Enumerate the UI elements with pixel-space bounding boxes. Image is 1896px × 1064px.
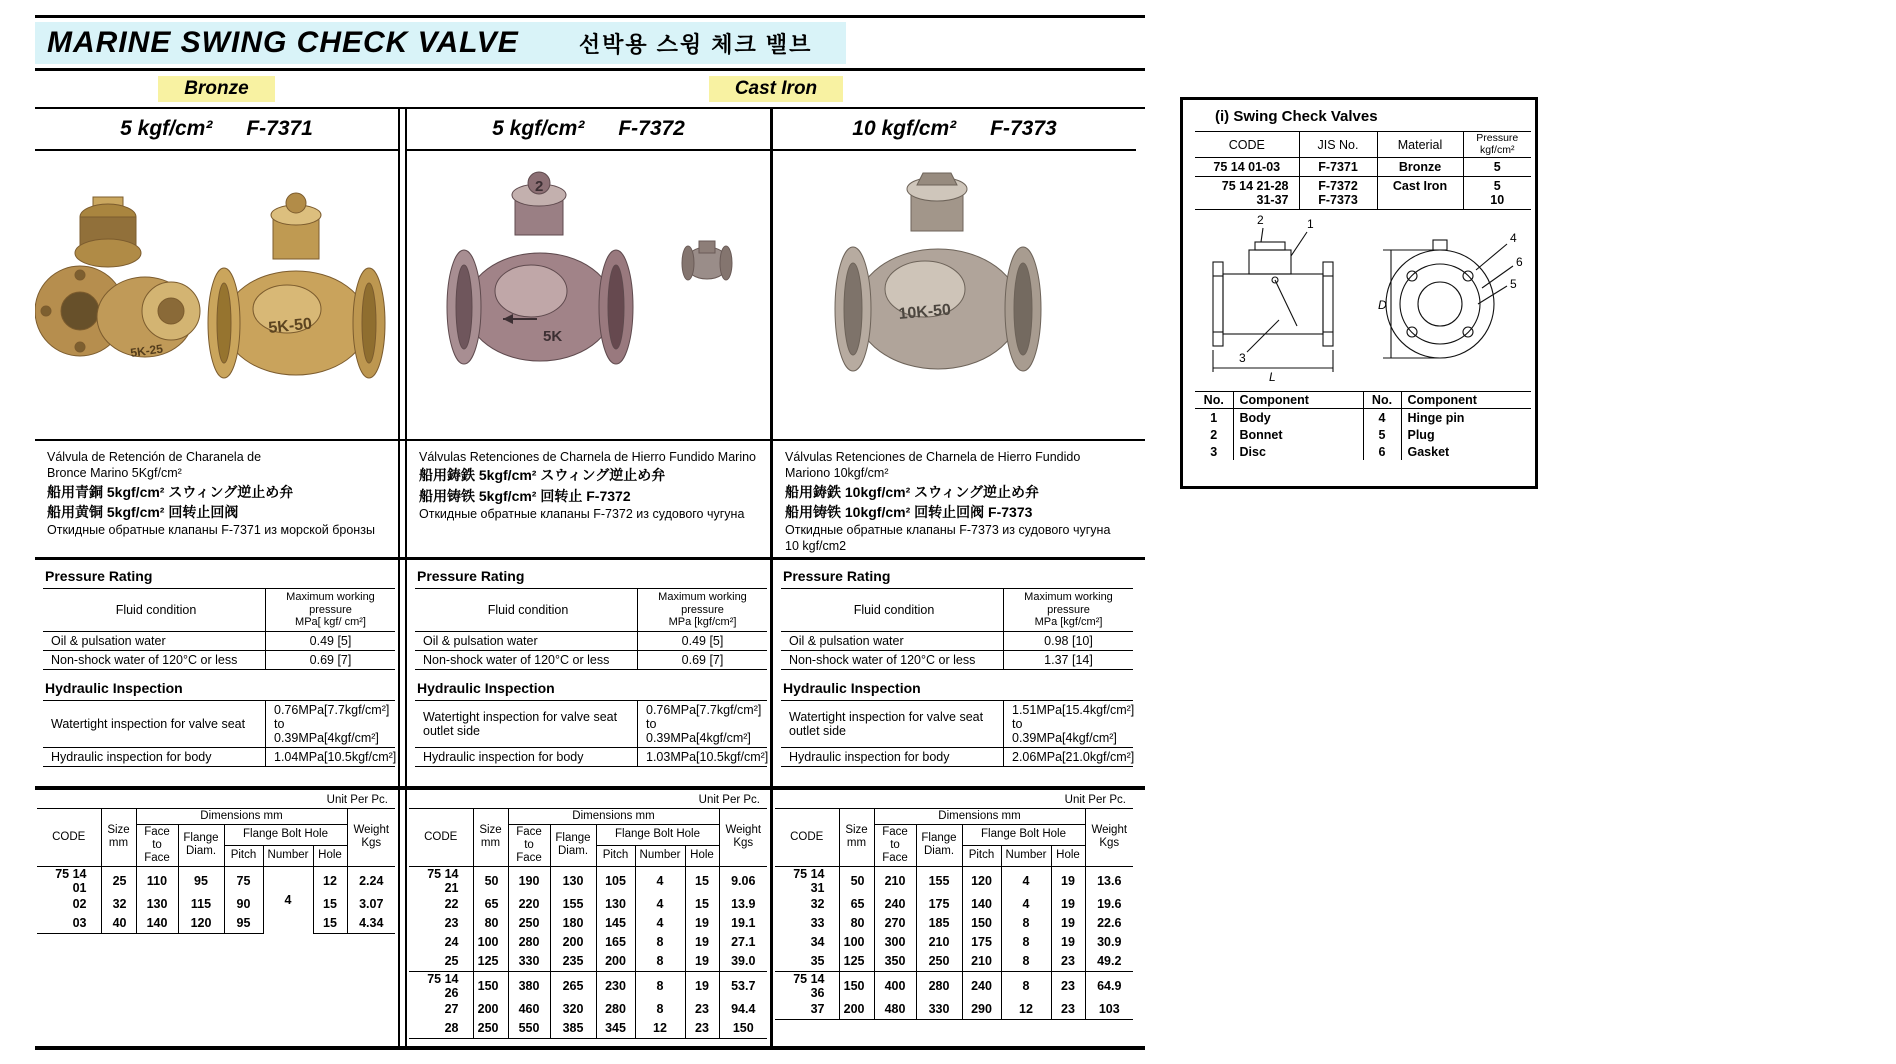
- photo-marking: 5K: [543, 328, 563, 345]
- f7372-rating: 5 kgf/cm²: [492, 117, 585, 140]
- f7373-spec: [773, 560, 1136, 786]
- pressure-rating-table: [415, 588, 767, 670]
- pressure-rating-table: [781, 588, 1133, 670]
- pressure-rating-title: Pressure Rating: [45, 568, 153, 584]
- desc-spanish: Válvula de Retención de Charanela de: [47, 450, 262, 464]
- f7371-rating-cell: [35, 109, 398, 151]
- table-row: 32 65 240 175 140 4 19 19.6: [775, 895, 1133, 914]
- table-row: 2 Bonnet 5 Plug: [1195, 426, 1531, 443]
- page-title-korean: 선박용 스윙 체크 밸브: [578, 31, 813, 57]
- table-row: 25 125 330 235 200 8 19 39.0: [409, 952, 767, 972]
- reference-panel: [1180, 97, 1538, 489]
- table-row: 33 80 270 185 150 8 19 22.6: [775, 914, 1133, 933]
- f7372-rating-cell: [407, 109, 770, 151]
- desc-japanese: 船用青銅 5kgf/cm² スウィング逆止め弁: [47, 483, 294, 500]
- table-row: 35 125 350 250 210 8 23 49.2: [775, 952, 1133, 972]
- desc-japanese: 船用鋳鉄 10kgf/cm² スウィング逆止め弁: [785, 483, 1040, 500]
- table-row: CODE Size mm Dimensions mm Weight Kgs: [775, 809, 1133, 825]
- f7372-description: [407, 441, 770, 557]
- column-separator-double: [398, 441, 407, 557]
- table-row: Watertight inspection for valve seat outlet side 1.51MPa[15.4kgf/cm²] to 0.39MPa[4kgf/cm²]: [781, 700, 1133, 747]
- fluid-condition-header: Fluid condition: [415, 589, 638, 632]
- hydraulic-inspection-title: Hydraulic Inspection: [45, 679, 183, 696]
- table-row: Face to Face Flange Diam. Flange Bolt Hole: [775, 824, 1133, 845]
- desc-spanish: Válvulas Retenciones de Charnela de Hierro Fundido Marino: [419, 450, 756, 464]
- diagram-label-6: 6: [1516, 255, 1523, 270]
- table-row: 23 80 250 180 145 4 19 19.1: [409, 914, 767, 933]
- table-row: 75 14 36 150 400 280 240 8 23 64.9: [775, 971, 1133, 1000]
- f7372-photo-cell: [407, 151, 770, 439]
- table-row: No. Component No. Component: [1195, 392, 1531, 409]
- unit-label: Unit Per Pc.: [1064, 794, 1126, 806]
- fluid-condition-header: Fluid condition: [43, 589, 266, 632]
- table-row: 28 250 550 385 345 12 23 150: [409, 1019, 767, 1039]
- table-row: 27 200 460 320 280 8 23 94.4: [409, 1000, 767, 1019]
- title-row: [35, 18, 1145, 68]
- photo-marking: 2: [535, 178, 544, 195]
- panel-title: (i) Swing Check Valves: [1215, 108, 1378, 125]
- component-table: [1195, 391, 1531, 460]
- max-pressure-header: Maximum working pressure MPa [kgf/cm²]: [1004, 589, 1134, 632]
- table-row: 3 Disc 6 Gasket: [1195, 443, 1531, 460]
- max-pressure-header: Maximum working pressure MPa [kgf/cm²]: [638, 589, 768, 632]
- column-separator-double: [398, 151, 407, 439]
- pressure-rating-table: [43, 588, 395, 670]
- table-row: Watertight inspection for valve seat outlet side 0.76MPa[7.7kgf/cm²] to 0.39MPa[4kgf/cm²]: [415, 700, 767, 747]
- table-row: Hydraulic inspection for body 1.03MPa[10.5kgf/cm²]: [415, 747, 767, 766]
- desc-chinese: 船用铸铁 5kgf/cm² 回转止 F-7372: [419, 487, 631, 504]
- table-row: [43, 589, 395, 632]
- column-separator-double: [398, 790, 407, 1046]
- cast-iron-5k-valve-photo: [407, 151, 770, 439]
- dimension-row: [35, 790, 1145, 1050]
- hydraulic-inspection-title: Hydraulic Inspection: [783, 679, 921, 696]
- f7372-model: F-7372: [618, 117, 685, 140]
- unit-label: Unit Per Pc.: [698, 794, 760, 806]
- diagram-dim-l: L: [1269, 370, 1276, 383]
- valve-section-diagram: [1195, 210, 1531, 382]
- photo-marking: 10K-50: [897, 301, 952, 323]
- table-row: Pitch Number Hole: [409, 845, 767, 866]
- f7371-photo-cell: [35, 151, 398, 439]
- table-row: 75 14 01-03 F-7371 Bronze 5: [1195, 158, 1531, 177]
- desc-japanese: 船用鋳鉄 5kgf/cm² スウィング逆止め弁: [419, 467, 666, 484]
- table-row: 24 100 280 200 165 8 19 27.1: [409, 933, 767, 952]
- f7373-rating: 10 kgf/cm²: [852, 117, 957, 140]
- f7372-spec: [407, 560, 770, 786]
- bronze-label: Bronze: [158, 76, 274, 102]
- rating-row: [35, 109, 1145, 151]
- desc-russian: 10 kgf/cm2: [785, 539, 847, 554]
- table-row: Face to Face Flange Diam. Flange Bolt Hole: [409, 824, 767, 845]
- desc-spanish: Bronce Marino 5Kgf/cm²: [47, 466, 182, 481]
- merged-number-cell: 4: [263, 866, 313, 933]
- table-row: 02 32 130 115 90 15 3.07: [37, 895, 395, 914]
- f7371-description: [35, 441, 398, 557]
- desc-spanish: Válvulas Retenciones de Charnela de Hierro Fundido: [785, 450, 1081, 464]
- f7372-dimension-section: [407, 790, 770, 1046]
- column-separator-double: [398, 109, 407, 151]
- photo-marking: 5K-50: [267, 315, 313, 337]
- diagram-label-3: 3: [1239, 351, 1246, 366]
- f7372-dimension-table: [409, 808, 767, 1039]
- diagram-dim-d: D: [1378, 298, 1387, 313]
- f7373-rating-cell: [773, 109, 1136, 151]
- desc-russian: Откидные обратные клапаны F-7371 из морской бронзы: [47, 523, 375, 538]
- table-row: CODE Size mm Dimensions mm Weight Kgs: [37, 809, 395, 825]
- diagram-label-4: 4: [1510, 231, 1517, 246]
- table-row: Non-shock water of 120°C or less 0.69 [7]: [415, 650, 767, 669]
- pressure-rating-title: Pressure Rating: [417, 568, 525, 584]
- bronze-header-cell: [35, 76, 398, 102]
- table-row: 1 Body 4 Hinge pin: [1195, 409, 1531, 427]
- f7371-model: F-7371: [246, 117, 313, 140]
- table-row: 75 14 31 50 210 155 120 4 19 13.6: [775, 866, 1133, 895]
- cast-iron-label: Cast Iron: [709, 76, 843, 102]
- bronze-valves-photo: [35, 151, 398, 439]
- f7371-rating: 5 kgf/cm²: [120, 117, 213, 140]
- f7373-dimension-section: [773, 790, 1136, 1046]
- table-row: 37 200 480 330 290 12 23 103: [775, 1000, 1133, 1020]
- title-strip: [35, 22, 846, 64]
- hydraulic-inspection-table: [415, 700, 767, 767]
- desc-russian: Откидные обратные клапаны F-7373 из судового чугуна: [785, 523, 1111, 538]
- table-row: Oil & pulsation water 0.49 [5]: [415, 631, 767, 650]
- table-row: [781, 589, 1133, 632]
- table-row: CODE JIS No. Material Pressure kgf/cm²: [1195, 132, 1531, 158]
- table-row: Oil & pulsation water 0.98 [10]: [781, 631, 1133, 650]
- spec-row: [35, 560, 1145, 786]
- desc-chinese: 船用黄铜 5kgf/cm² 回转止回阀: [47, 503, 239, 520]
- table-row: 34 100 300 210 175 8 19 30.9: [775, 933, 1133, 952]
- description-row: [35, 441, 1145, 557]
- table-row: Face to Face Flange Diam. Flange Bolt Hole: [37, 824, 395, 845]
- material-header-row: [35, 71, 1145, 109]
- f7373-description: [773, 441, 1136, 557]
- table-row: 22 65 220 155 130 4 15 13.9: [409, 895, 767, 914]
- fluid-condition-header: Fluid condition: [781, 589, 1004, 632]
- diagram-label-2: 2: [1257, 213, 1264, 228]
- hydraulic-inspection-title: Hydraulic Inspection: [417, 679, 555, 696]
- table-row: 75 14 26 150 380 265 230 8 19 53.7: [409, 971, 767, 1000]
- table-row: 03 40 140 120 95 15 4.34: [37, 914, 395, 934]
- f7371-dimension-section: [35, 790, 398, 1046]
- valve-code-table: [1195, 131, 1531, 210]
- page-title: MARINE SWING CHECK VALVE: [47, 26, 519, 59]
- desc-spanish: Mariono 10kgf/cm²: [785, 466, 889, 481]
- f7373-model: F-7373: [990, 117, 1057, 140]
- desc-russian: Откидные обратные клапаны F-7372 из судового чугуна: [419, 506, 745, 521]
- f7373-photo-cell: [773, 151, 1136, 439]
- desc-chinese: 船用铸铁 10kgf/cm² 回转止回阀 F-7373: [785, 503, 1033, 520]
- table-row: 75 14 21-28 31-37 F-7372 F-7373 Cast Iron 5 10: [1195, 177, 1531, 210]
- f7371-dimension-table: [37, 808, 395, 934]
- max-pressure-header: Maximum working pressure MPa[ kgf/ cm²]: [266, 589, 396, 632]
- column-separator-double: [398, 560, 407, 786]
- photo-row: [35, 151, 1145, 439]
- f7373-dimension-table: [775, 808, 1133, 1020]
- table-row: Oil & pulsation water 0.49 [5]: [43, 631, 395, 650]
- diagram-label-5: 5: [1510, 277, 1517, 292]
- pressure-rating-title: Pressure Rating: [783, 568, 891, 584]
- hydraulic-inspection-table: [781, 700, 1133, 767]
- table-row: 75 14 21 50 190 130 105 4 15 9.06: [409, 866, 767, 895]
- table-row: Pitch Number Hole: [775, 845, 1133, 866]
- table-row: [415, 589, 767, 632]
- table-row: Watertight inspection for valve seat 0.76MPa[7.7kgf/cm²] to 0.39MPa[4kgf/cm²]: [43, 700, 395, 747]
- table-row: Pitch Number Hole: [37, 845, 395, 866]
- cast-iron-header-cell: [407, 76, 1145, 102]
- table-row: Non-shock water of 120°C or less 1.37 [14]: [781, 650, 1133, 669]
- cast-iron-10k-valve-photo: [773, 151, 1136, 439]
- table-row: Hydraulic inspection for body 1.04MPa[10.5kgf/cm²]: [43, 747, 395, 766]
- table-row: 75 14 01 25 110 95 75 4 12 2.24: [37, 866, 395, 895]
- table-row: CODE Size mm Dimensions mm Weight Kgs: [409, 809, 767, 825]
- main-content: [35, 15, 1145, 1050]
- diagram-label-1: 1: [1307, 217, 1314, 232]
- table-row: Hydraulic inspection for body 2.06MPa[21.0kgf/cm²]: [781, 747, 1133, 766]
- f7371-spec: [35, 560, 398, 786]
- photo-marking: 5K-25: [129, 341, 164, 360]
- table-row: Non-shock water of 120°C or less 0.69 [7]: [43, 650, 395, 669]
- unit-label: Unit Per Pc.: [326, 794, 388, 806]
- hydraulic-inspection-table: [43, 700, 395, 767]
